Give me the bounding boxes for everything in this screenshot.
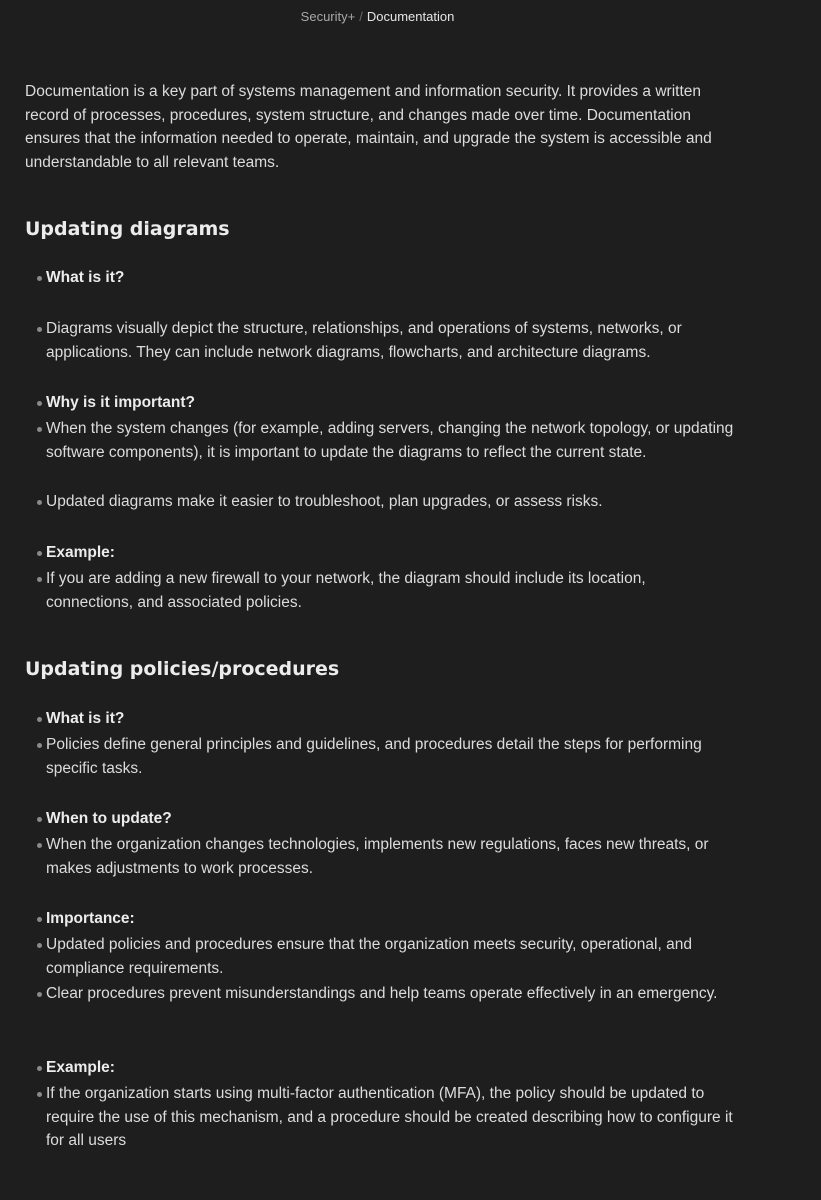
list-item: If the organization starts using multi-factor authentication (MFA), the policy should be updated to require the use of this mechanism, and a procedure should be created describing how to configure it for all users: [25, 1082, 736, 1153]
list-item: Updated diagrams make it easier to troubleshoot, plan upgrades, or assess risks.: [25, 490, 736, 514]
list-item: When the organization changes technologies, implements new regulations, faces new threats, or makes adjustments to work processes.: [25, 833, 736, 880]
breadcrumb-current: Documentation: [366, 9, 455, 24]
list-item: When the system changes (for example, adding servers, changing the network topology, or updating software components), it is important to update the diagrams to reflect the current state.: [25, 417, 736, 464]
list-item: What is it?: [25, 707, 736, 731]
list-item: Why is it important?: [25, 391, 736, 415]
list-item: Example:: [25, 541, 736, 565]
breadcrumb-parent-link[interactable]: Security+: [300, 9, 356, 24]
list-item: If you are adding a new firewall to your network, the diagram should include its location, connections, and associated policies.: [25, 567, 736, 614]
list-item: Clear procedures prevent misunderstandings and help teams operate effectively in an emergency.: [25, 982, 736, 1006]
section-heading-updating-diagrams: Updating diagrams: [25, 218, 230, 240]
list-item: Diagrams visually depict the structure, relationships, and operations of systems, networks, or applications. They can include network diagrams, flowcharts, and architecture diagrams.: [25, 317, 736, 364]
list-item: Importance:: [25, 907, 736, 931]
breadcrumb-separator: /: [359, 9, 363, 24]
list-item: Updated policies and procedures ensure that the organization meets security, operational, and compliance requirements.: [25, 933, 736, 980]
list-item: When to update?: [25, 807, 736, 831]
section-heading-updating-policies: Updating policies/procedures: [25, 658, 340, 680]
list-item: Policies define general principles and guidelines, and procedures detail the steps for performing specific tasks.: [25, 733, 736, 780]
intro-paragraph: Documentation is a key part of systems management and information security. It provides a written record of processes, procedures, system structure, and changes made over time. Documentation ensures that the information needed to operate, maintain, and upgrade the system is accessible and understandable to all relevant teams.: [25, 83, 712, 171]
list-item: What is it?: [25, 266, 736, 290]
list-item: Example:: [25, 1056, 736, 1080]
breadcrumb: [0, 9, 755, 25]
